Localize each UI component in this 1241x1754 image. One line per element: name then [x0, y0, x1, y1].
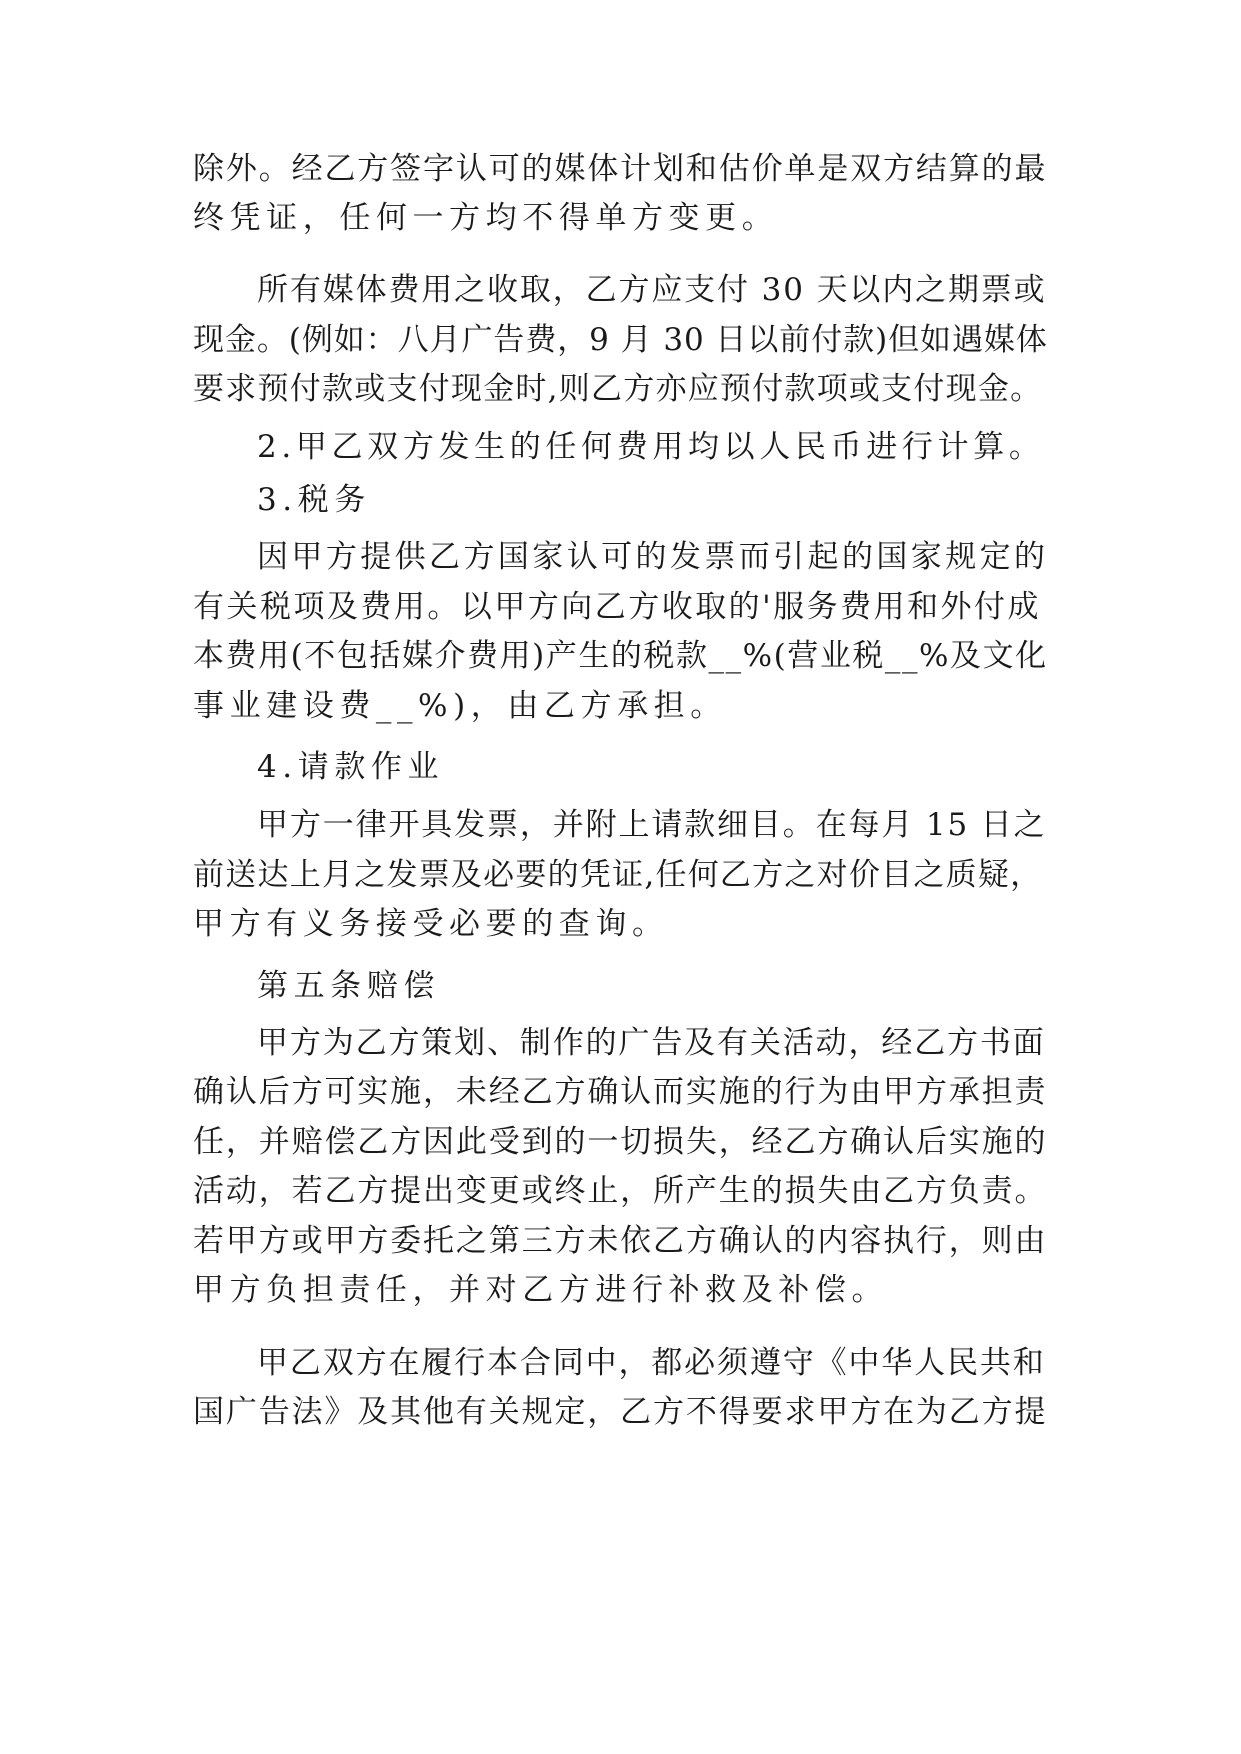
text-line: 所有媒体费用之收取，乙方应支付 30 天以内之期票或: [257, 272, 1047, 308]
text-line: 2.甲乙双方发生的任何费用均以人民币进行计算。: [257, 429, 1045, 465]
text-line: 甲乙双方在履行本合同中，都必须遵守《中华人民共和: [257, 1345, 1046, 1381]
text-line: 甲方负担责任，并对乙方进行补救及补偿。: [193, 1272, 889, 1308]
text-line: 4.请款作业: [257, 749, 445, 785]
text-line: 任，并赔偿乙方因此受到的一切损失，经乙方确认后实施的: [193, 1124, 1048, 1160]
text-line: 本费用(不包括媒介费用)产生的税款__%(营业税__%及文化: [193, 638, 1048, 674]
text-line: 终凭证，任何一方均不得单方变更。: [193, 200, 779, 236]
text-line: 甲方有义务接受必要的查询。: [193, 906, 669, 942]
text-line: 确认后方可实施，未经乙方确认而实施的行为由甲方承担责: [193, 1074, 1048, 1110]
text-line: 第五条赔偿: [257, 968, 440, 1004]
text-line: 要求预付款或支付现金时,则乙方亦应预付款项或支付现金。: [193, 371, 1043, 407]
text-line: 现金。(例如：八月广告费，9 月 30 日以前付款)但如遇媒体: [193, 322, 1048, 358]
text-line: 若甲方或甲方委托之第三方未依乙方确认的内容执行，则由: [193, 1223, 1048, 1259]
text-line: 活动，若乙方提出变更或终止，所产生的损失由乙方负责。: [193, 1173, 1048, 1209]
text-line: 国广告法》及其他有关规定，乙方不得要求甲方在为乙方提: [193, 1394, 1048, 1430]
text-line: 有关税项及费用。以甲方向乙方收取的'服务费用和外付成: [193, 589, 1041, 625]
text-line: 前送达上月之发票及必要的凭证,任何乙方之对价目之质疑，: [193, 857, 1043, 893]
text-line: 甲方为乙方策划、制作的广告及有关活动，经乙方书面: [257, 1025, 1046, 1061]
text-line: 事业建设费__%)，由乙方承担。: [193, 688, 727, 724]
text-line: 因甲方提供乙方国家认可的发票而引起的国家规定的: [257, 539, 1049, 575]
text-line: 甲方一律开具发票，并附上请款细目。在每月 15 日之: [257, 807, 1047, 843]
text-line: 3.税务: [257, 482, 371, 518]
text-line: 除外。经乙方签字认可的媒体计划和估价单是双方结算的最: [193, 151, 1048, 187]
